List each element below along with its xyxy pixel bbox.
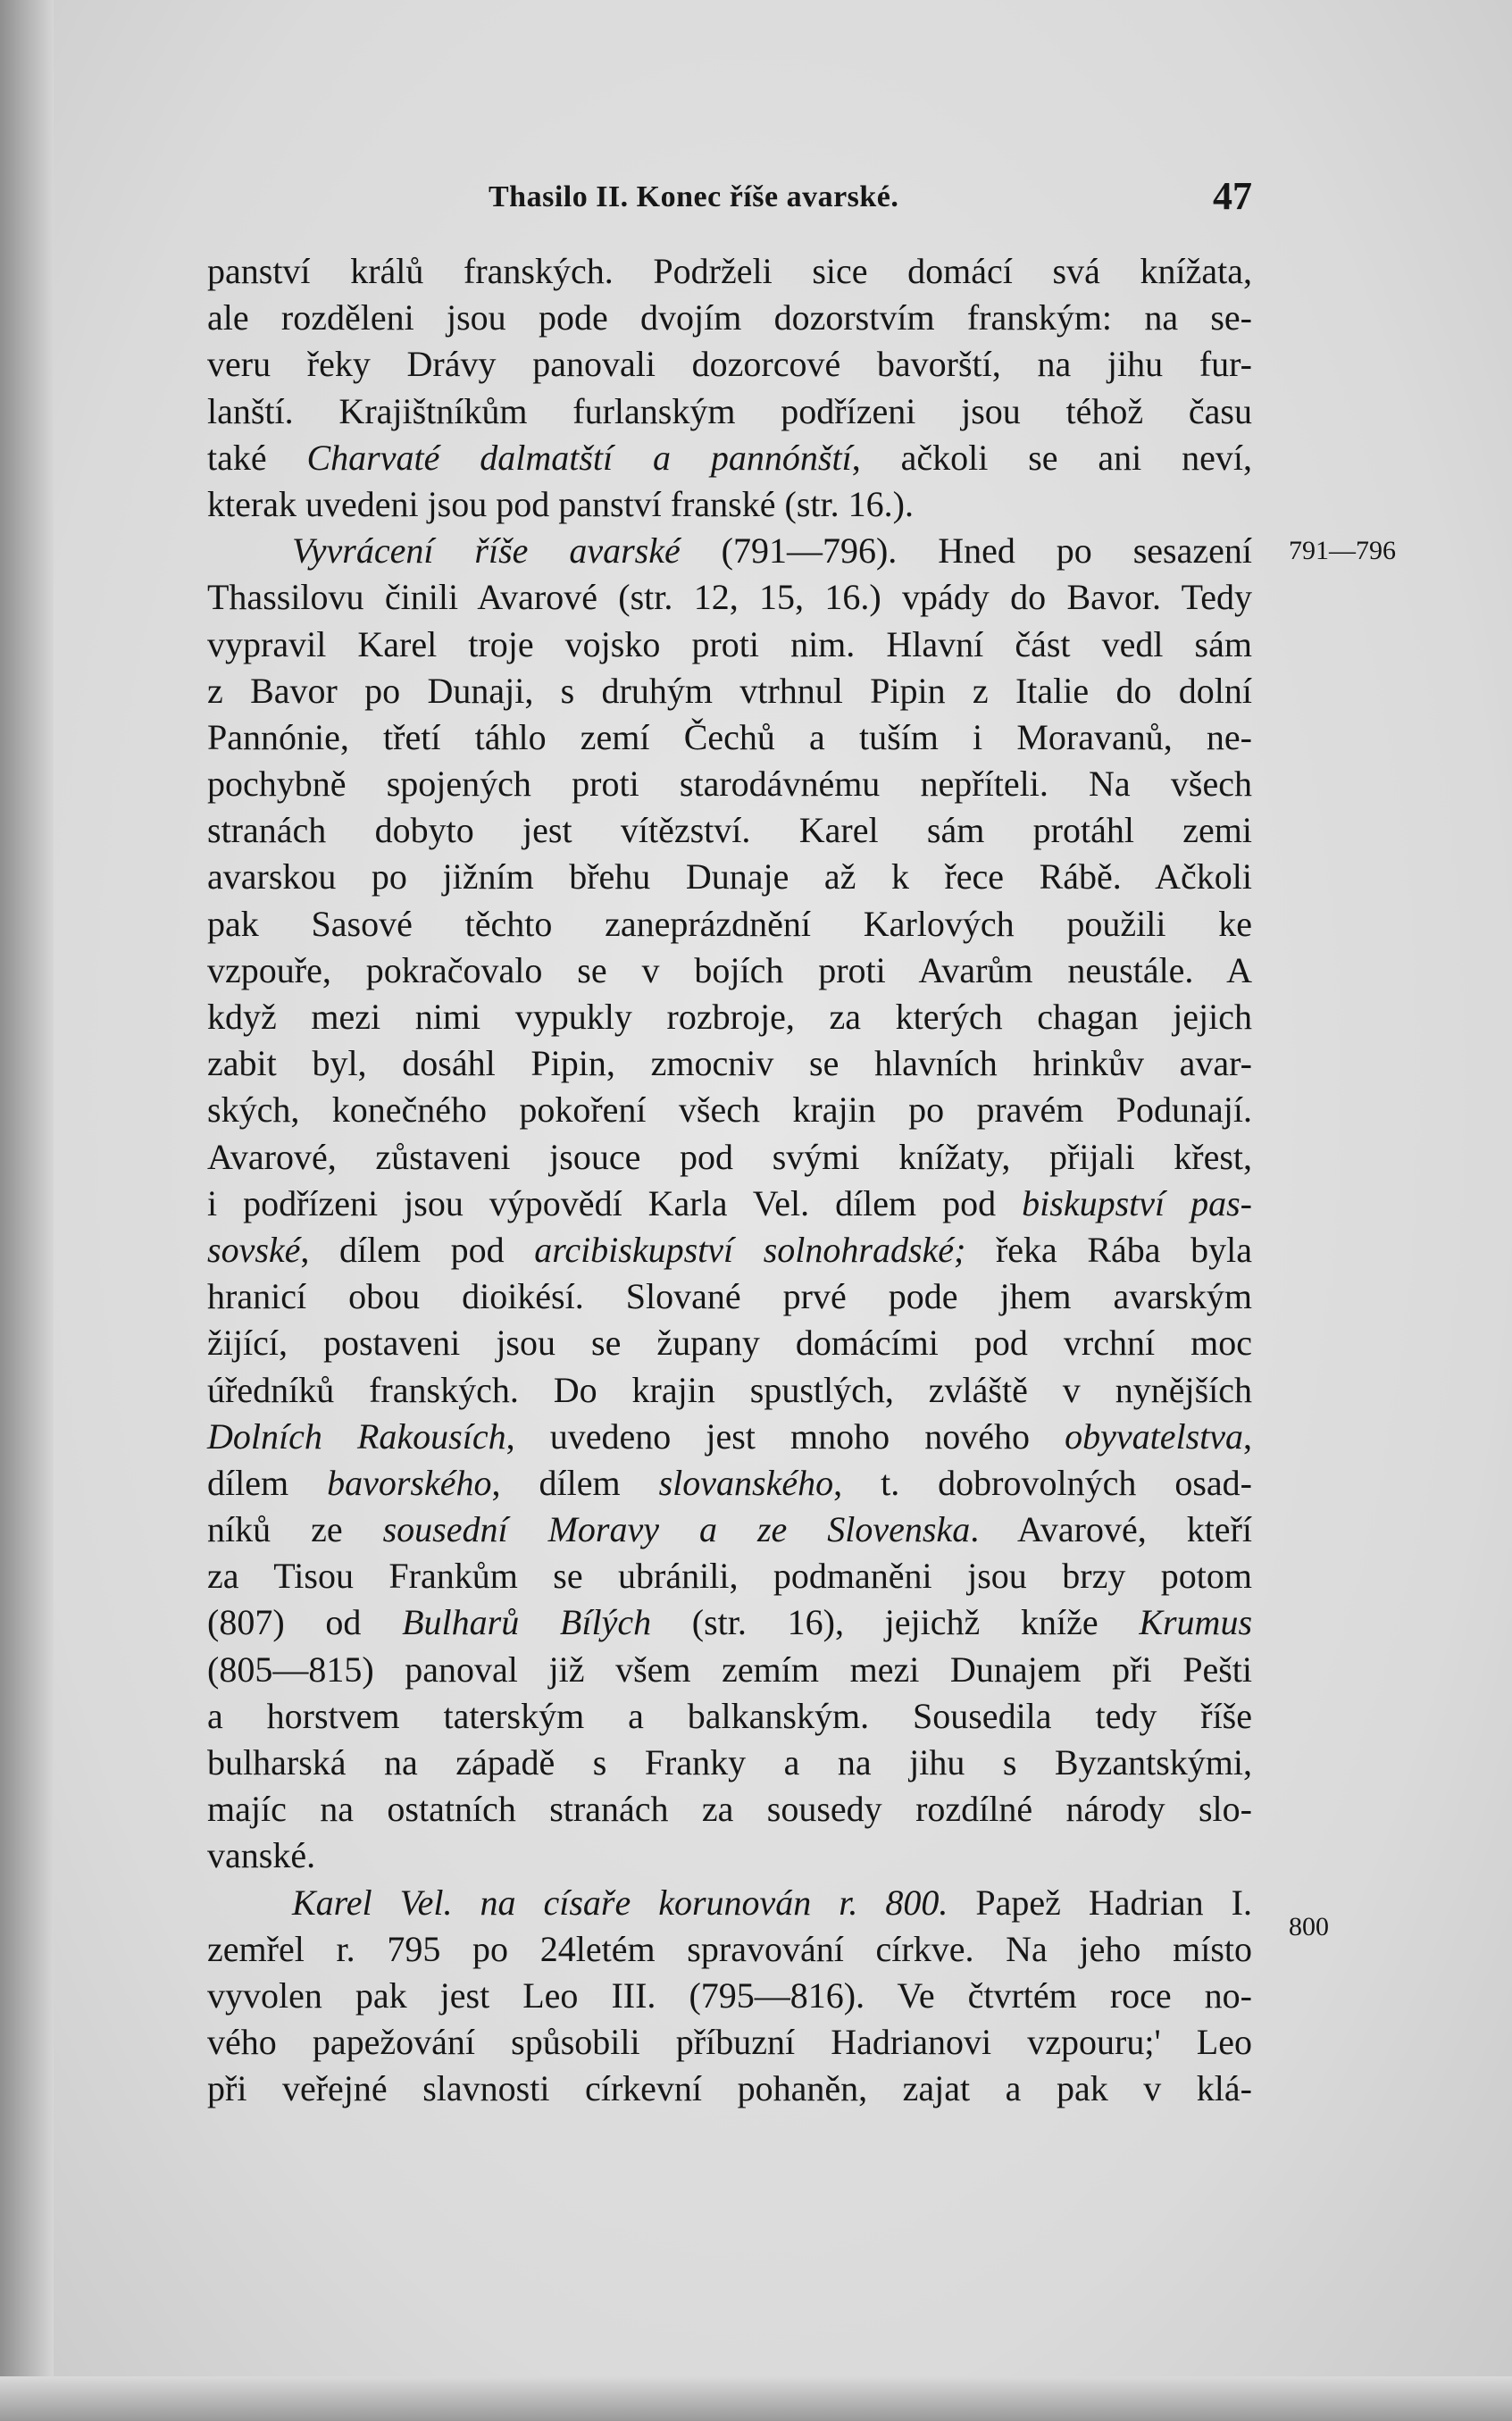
italic-heading: Vyvrácení říše avarské bbox=[292, 530, 681, 572]
text-line: (807) od Bulharů Bílých (str. 16), jejichž kníže Krumus bbox=[207, 1602, 1253, 1643]
text-line: když mezi nimi vypukly rozbroje, za kterých chagan jejich bbox=[207, 997, 1252, 1037]
running-title: Thasilo II. Konec říše avarské. bbox=[489, 180, 899, 213]
text-line: hranicí obou dioikésí. Slované prvé pode jhem avarským bbox=[207, 1276, 1252, 1317]
page-shadow-bottom bbox=[0, 2376, 1512, 2421]
text-line: veru řeky Drávy panovali dozorcové bavorští, na jihu fur- bbox=[207, 344, 1252, 385]
text-line: za Tisou Frankům se ubránili, podmaněni jsou brzy potom bbox=[207, 1556, 1252, 1597]
page-header bbox=[207, 173, 1252, 227]
text-line: majíc na ostatních stranách za sousedy rozdílné národy slo- bbox=[207, 1789, 1252, 1830]
italic-term: arcibiskupství solnohradské; bbox=[534, 1229, 966, 1270]
text-line: dílem bavorského, dílem slovanského, t. dobrovolných osad- bbox=[207, 1462, 1253, 1503]
text-line: vypravil Karel troje vojsko proti nim. Hlavní část vedl sám bbox=[207, 623, 1252, 664]
italic-term: Dolních Rakousích bbox=[207, 1415, 506, 1457]
page-number: 47 bbox=[1213, 174, 1252, 218]
text-line: žijící, postaveni jsou se župany domácími pod vrchní moc bbox=[207, 1323, 1252, 1364]
italic-term: Bulharů Bílých bbox=[402, 1602, 652, 1643]
text-line: také Charvaté dalmatští a pannónští, ačkoli se ani neví, bbox=[207, 437, 1252, 478]
text-line: zemřel r. 795 po 24letém spravování církve. Na jeho místo bbox=[207, 1928, 1252, 1969]
text-line: (805—815) panoval již všem zemím mezi Dunajem při Pešti bbox=[207, 1649, 1252, 1690]
text-line: vzpouře, pokračovalo se v bojích proti Avarům neustále. A bbox=[207, 949, 1252, 990]
text-line: stranách dobyto jest vítězství. Karel sám protáhl zemi bbox=[207, 810, 1252, 851]
text-line: Thassilovu činili Avarové (str. 12, 15, 16.) vpády do Bavor. Tedy bbox=[207, 577, 1252, 618]
text-line: při veřejné slavnosti církevní pohaněn, zajat a pak v klá- bbox=[207, 2068, 1252, 2109]
margin-note-year: 800 bbox=[1289, 1912, 1329, 1941]
text-line: avarskou po jižním břehu Dunaje až k řece Rábě. Ačkoli bbox=[207, 856, 1252, 897]
section-heading-line: Vyvrácení říše avarské (791—796). Hned po sesazení bbox=[292, 530, 1252, 572]
italic-term: sousední Moravy a ze Slovenska bbox=[382, 1509, 971, 1550]
section-heading-line: Karel Vel. na císaře korunován r. 800. Papež Hadrian I. bbox=[292, 1882, 1252, 1923]
text-line: Pannónie, třetí táhlo zemí Čechů a tuším i Moravanů, ne- bbox=[207, 716, 1252, 757]
text-line: vanské. bbox=[207, 1835, 316, 1876]
text-line: z Bavor po Dunaji, s druhým vtrhnul Pipin z Italie do dolní bbox=[207, 670, 1252, 711]
text-line: kterak uvedeni jsou pod panství franské (str. 16.). bbox=[207, 483, 914, 524]
text-line: sovské, dílem pod arcibiskupství solnohradské; řeka Rába byla bbox=[207, 1229, 1253, 1270]
text-line: panství králů franských. Podrželi sice domácí svá knížata, bbox=[207, 251, 1252, 291]
italic-term: bavorského bbox=[327, 1462, 492, 1503]
text-line: vého papežování spůsobili příbuzní Hadrianovi vzpouru;' Leo bbox=[207, 2022, 1252, 2063]
italic-term: sovské bbox=[207, 1229, 301, 1270]
body-text bbox=[207, 248, 1252, 2113]
margin-note-dates: 791—796 bbox=[1289, 536, 1396, 565]
italic-term: biskupství pas- bbox=[1022, 1182, 1252, 1223]
text-line: úředníků franských. Do krajin spustlých, zvláště v nynějších bbox=[207, 1369, 1252, 1410]
text-line: ale rozděleni jsou pode dvojím dozorstvím franským: na se- bbox=[207, 297, 1252, 338]
italic-term: obyvatelstva bbox=[1065, 1415, 1243, 1457]
italic-term: Charvaté dalmatští a pannónští bbox=[306, 437, 852, 478]
italic-heading: Karel Vel. na císaře korunován r. 800. bbox=[292, 1882, 948, 1923]
text-line: pak Sasové těchto zaneprázdnění Karlových použili ke bbox=[207, 903, 1252, 944]
text-line: Avarové, zůstaveni jsouce pod svými knížaty, přijali křest, bbox=[207, 1136, 1252, 1177]
text-line: a horstvem taterským a balkanským. Sousedila tedy říše bbox=[207, 1695, 1252, 1736]
text-line: Dolních Rakousích, uvedeno jest mnoho nového obyvatelstva, bbox=[207, 1415, 1252, 1457]
text-line: bulharská na západě s Franky a na jihu s Byzantskými, bbox=[207, 1742, 1252, 1782]
text-line: ských, konečného pokoření všech krajin po pravém Podunají. bbox=[207, 1089, 1252, 1131]
text-line: vyvolen pak jest Leo III. (795—816). Ve čtvrtém roce no- bbox=[207, 1974, 1252, 2016]
text-line: pochybně spojených proti starodávnému nepříteli. Na všech bbox=[207, 764, 1252, 805]
italic-term: slovanského bbox=[658, 1462, 834, 1503]
italic-term: Krumus bbox=[1139, 1602, 1253, 1643]
text-line: lanští. Krajištníkům furlanským podřízeni jsou téhož času bbox=[207, 390, 1252, 431]
page-shadow-left bbox=[0, 0, 54, 2421]
text-line: i podřízeni jsou výpovědí Karla Vel. dílem pod biskupství pas- bbox=[207, 1182, 1252, 1223]
text-line: zabit byl, dosáhl Pipin, zmocniv se hlavních hrinkův avar- bbox=[207, 1043, 1252, 1084]
text-line: níků ze sousední Moravy a ze Slovenska. Avarové, kteří bbox=[207, 1509, 1252, 1550]
